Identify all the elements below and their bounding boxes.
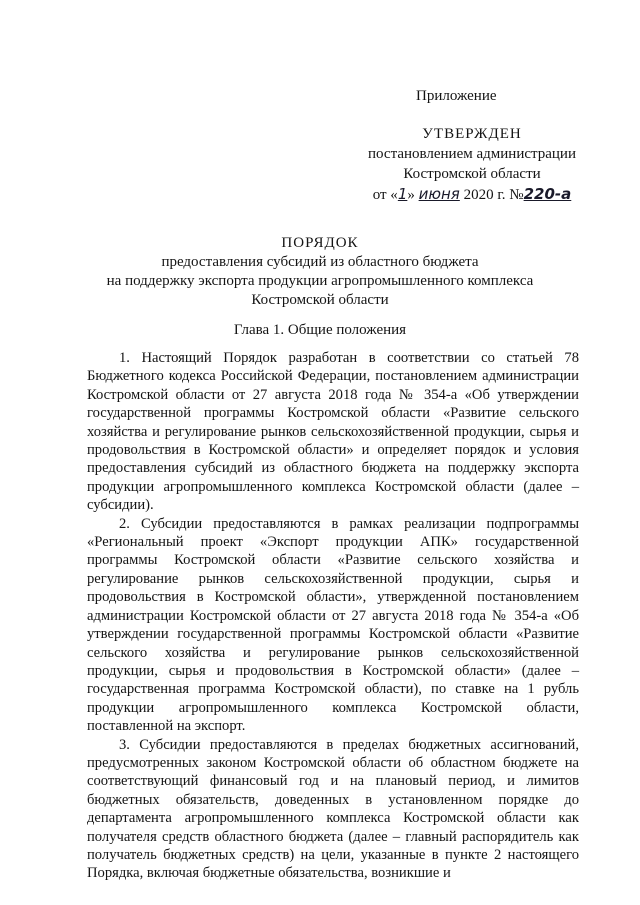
- appendix-label: Приложение: [416, 88, 497, 104]
- title-line-1: предоставления субсидий из областного бюджета: [161, 254, 479, 270]
- handwritten-doc-number: 220-а: [523, 185, 572, 203]
- title-line-2: на поддержку экспорта продукции агропромышленного комплекса: [106, 273, 534, 289]
- approval-block: [342, 86, 602, 205]
- paragraph-1: 1. Настоящий Порядок разработан в соответствии со статьей 78 Бюджетного кодекса Российской Федерации, постановлением администрации Костромской области от 27 августа 2018 года № 354-а «Об утверждении государственной программы Костромской области «Развитие сельского хозяйства и регулирование рынков сельскохозяйственной продукции, сырья и продовольствия в Костромской области» и определяет порядок и условия предоставления субсидий из областного бюджета на поддержку экспорта продукции агропромышленного комплекса Костромской области (далее – субсидии).: [87, 350, 579, 514]
- date-mid: »: [407, 187, 415, 203]
- document-body: [87, 349, 579, 883]
- handwritten-day: 1: [397, 185, 408, 203]
- handwritten-month: июня: [418, 185, 460, 203]
- approved-label: УТВЕРЖДЕН: [422, 126, 522, 142]
- paragraph-2: 2. Субсидии предоставляются в рамках реализации подпрограммы «Региональный проект «Экспорт продукции АПК» государственной программы Костромской области «Развитие сельского хозяйства и регулирование рынков сельскохозяйственной продукции, сырья и продовольствия в Костромской области», утвержденной постановлением администрации Костромской области от 27 августа 2018 года № 354-а «Об утверждении государственной программы Костромской области «Развитие сельского хозяйства и регулирование рынков сельскохозяйственной продукции, сырья и продовольствия в Костромской области» (далее – государственная программа Костромской области), по ставке на 1 рубль продукции агропромышленного комплекса Костромской области, поставленной на экспорт.: [87, 515, 579, 735]
- date-prefix: от «: [372, 187, 398, 203]
- title-line-3: Костромской области: [251, 292, 389, 308]
- date-year: 2020 г. №: [463, 187, 524, 203]
- chapter-heading: Глава 1. Общие положения: [233, 322, 407, 338]
- title-heading: ПОРЯДОК: [281, 235, 359, 251]
- approval-date-line: [342, 184, 602, 205]
- approval-line-2: Костромской области: [403, 166, 541, 182]
- approval-line-1: постановлением администрации: [368, 146, 576, 162]
- paragraph-3: 3. Субсидии предоставляются в пределах бюджетных ассигнований, предусмотренных законом Костромской области об областном бюджете на соответствующий финансовый год и на плановый период, и лимитов бюджетных обязательств, доведенных в установленном порядке до департамента агропромышленного комплекса Костромской области как получателя средств областного бюджета (далее – главный распорядитель как получатель бюджетных средств) на цели, указанные в пункте 2 настоящего Порядка, включая бюджетные обязательства, возникшие и: [87, 736, 579, 882]
- document-title: [50, 234, 590, 310]
